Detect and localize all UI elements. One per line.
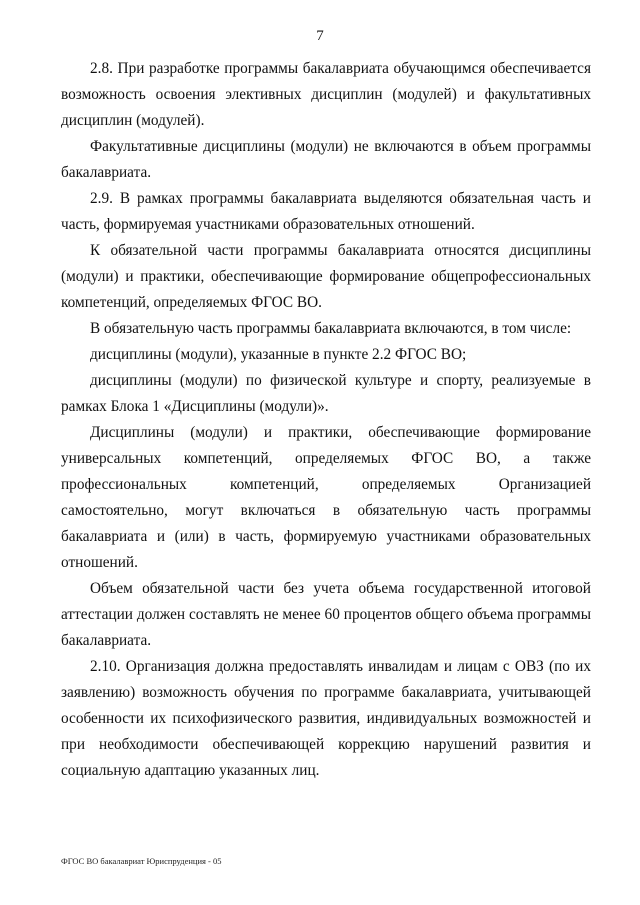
paragraph-optional-disciplines: Факультативные дисциплины (модули) не включаются в объем программы бакалавриата. <box>61 138 591 181</box>
paragraph-volume: Объем обязательной части без учета объема государственной итоговой аттестации должен составлять не менее 60 процентов общего объема программы бакалавриата. <box>61 580 591 649</box>
paragraph-2-10: 2.10. Организация должна предоставлять инвалидам и лицам с ОВЗ (по их заявлению) возможность обучения по программе бакалавриата, учитывающей особенности их психофизического развития, индивидуальных возможностей и при необходимости обеспечивающей коррекцию нарушений развития и социальную адаптацию указанных лиц. <box>61 658 591 779</box>
page-number: 7 <box>316 28 324 44</box>
paragraph-2-9: 2.9. В рамках программы бакалавриата выделяются обязательная часть и часть, формируемая участниками образовательных отношений. <box>61 190 591 233</box>
paragraph-universal-competencies: Дисциплины (модули) и практики, обеспечивающие формирование универсальных компетенций, определяемых ФГОС ВО, а также профессиональных компетенций, определяемых Организацией самостоятельно, могут включаться в обязательную часть программы бакалавриата и (или) в часть, формируемую участниками образовательных отношений. <box>61 424 591 571</box>
document-body <box>61 56 591 784</box>
paragraph-mandatory-includes: В обязательную часть программы бакалавриата включаются, в том числе: <box>90 320 572 337</box>
paragraph-2-8: 2.8. При разработке программы бакалавриата обучающимся обеспечивается возможность освоения элективных дисциплин (модулей) и факультативных дисциплин (модулей). <box>61 60 591 129</box>
paragraph-mandatory-part: К обязательной части программы бакалавриата относятся дисциплины (модули) и практики, обеспечивающие формирование общепрофессиональных компетенций, определяемых ФГОС ВО. <box>61 242 591 311</box>
footer-note: ФГОС ВО бакалавриат Юриспруденция - 05 <box>61 856 222 866</box>
paragraph-item-disciplines: дисциплины (модули), указанные в пункте 2.2 ФГОС ВО; <box>90 346 467 363</box>
paragraph-item-physical-culture: дисциплины (модули) по физической культуре и спорту, реализуемые в рамках Блока 1 «Дисциплины (модули)». <box>61 372 591 415</box>
